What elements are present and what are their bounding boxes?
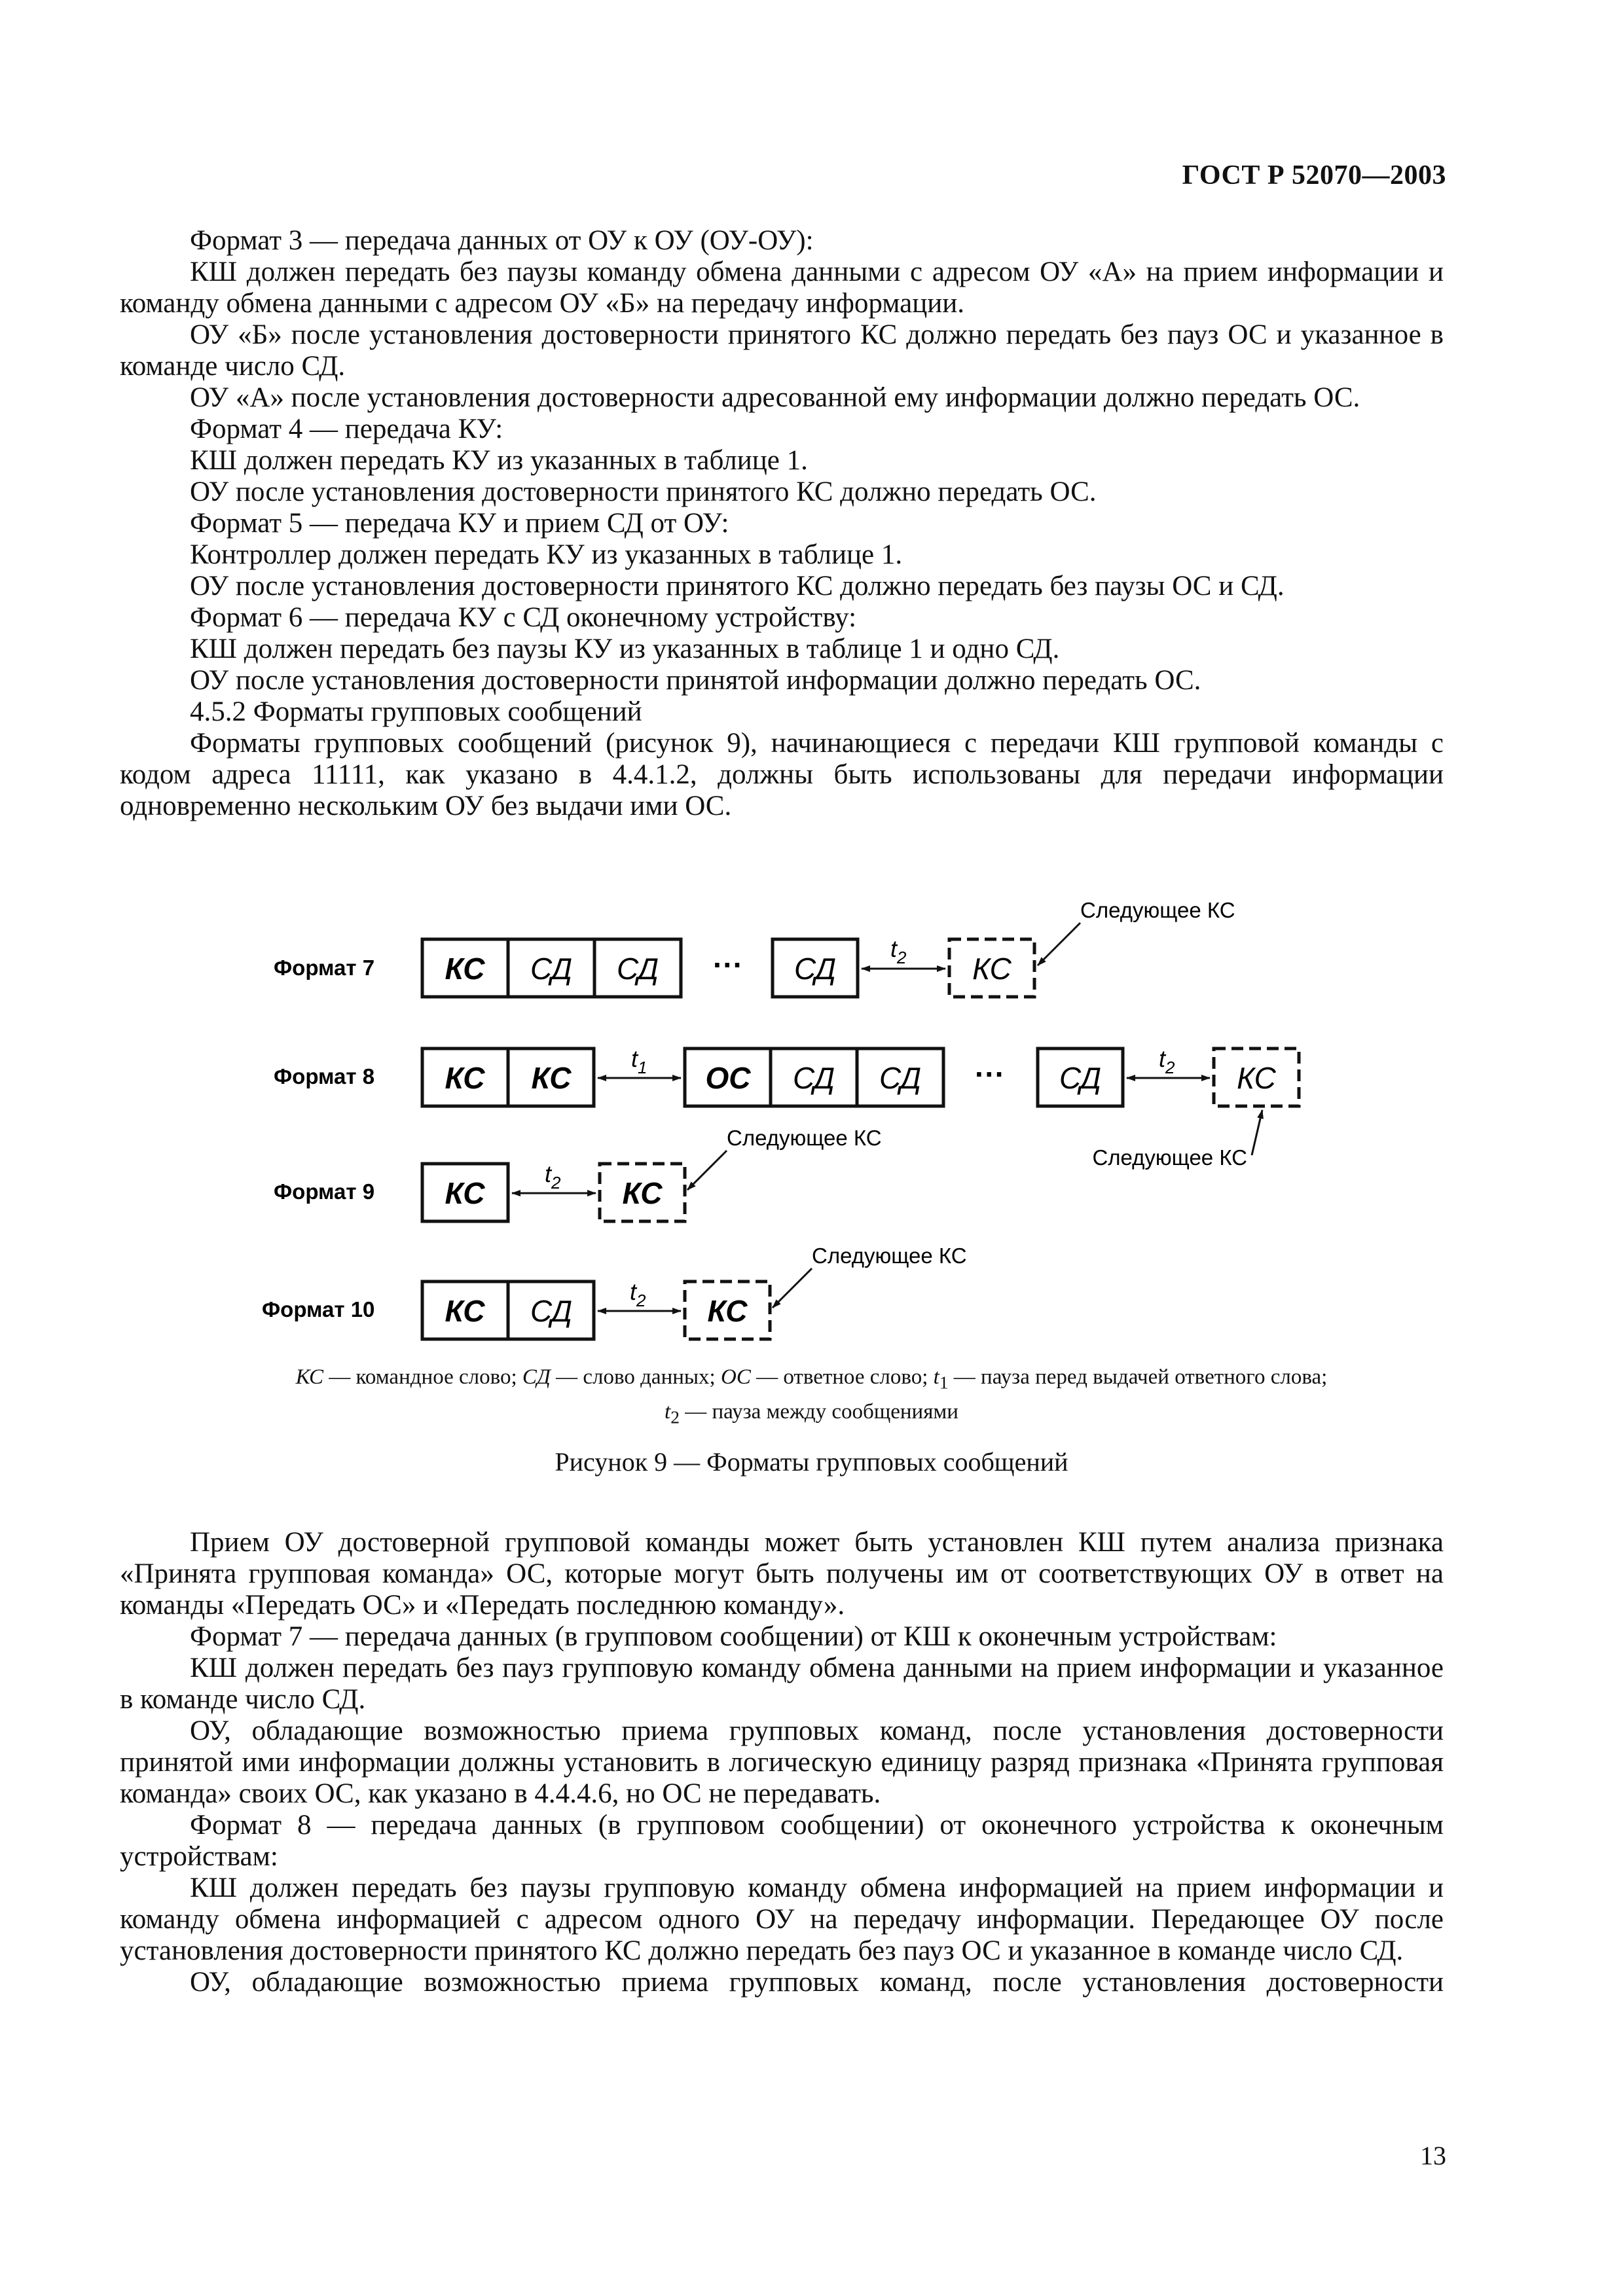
legend-term: КС — [295, 1365, 324, 1389]
paragraph: Формат 3 — передача данных от ОУ к ОУ (ОУ-ОУ): — [190, 225, 814, 256]
t2-label: $t_2$ — [890, 935, 907, 967]
legend-sub: 1 — [939, 1372, 949, 1393]
cell-sd: СД — [616, 952, 659, 986]
legend-term: t — [665, 1399, 671, 1424]
format-7-row — [422, 898, 1235, 997]
paragraph: Формат 8 — передача данных (в групповом сообщении) от оконечного устройства к оконечным устройствам: — [120, 1810, 1444, 1872]
ellipsis: ··· — [713, 948, 743, 982]
format-8-label: Формат 8 — [274, 1064, 375, 1088]
cell-sd: СД — [530, 952, 573, 986]
cell-next-ks: КС — [622, 1176, 663, 1210]
text-block-top — [120, 225, 1444, 822]
legend-text: — слово данных; — [550, 1365, 721, 1389]
figure-legend — [0, 1363, 1623, 1431]
next-ks-note: Следующее КС — [1092, 1145, 1247, 1170]
legend-term: СД — [522, 1365, 551, 1389]
text-block-bottom — [120, 1527, 1444, 1998]
legend-term: ОС — [720, 1365, 751, 1389]
format-10-row — [422, 1244, 967, 1339]
t2-label: $t_2$ — [1159, 1045, 1175, 1077]
cell-next-ks: КС — [972, 952, 1012, 986]
cell-ks: КС — [531, 1061, 572, 1095]
paragraph: ОУ после установления достоверности принятого КС должно передать без паузы ОС и СД. — [190, 571, 1285, 601]
next-ks-note: Следующее КС — [1080, 898, 1235, 922]
cell-ks: КС — [445, 1294, 485, 1328]
t2-label: $t_2$ — [545, 1160, 561, 1193]
paragraph: Формат 5 — передача КУ и прием СД от ОУ: — [190, 508, 729, 539]
format-9-row — [422, 1126, 882, 1221]
cell-sd: СД — [1059, 1061, 1102, 1095]
paragraph: ОУ «А» после установления достоверности адресованной ему информации должно передать ОС. — [190, 382, 1360, 413]
cell-ks: КС — [445, 1061, 485, 1095]
paragraph: Контроллер должен передать КУ из указанных в таблице 1. — [190, 539, 903, 570]
format-8-row — [422, 1045, 1299, 1170]
paragraph: ОУ, обладающие возможностью приема групповых команд, после установления достоверности — [190, 1967, 1444, 1998]
next-ks-note: Следующее КС — [727, 1126, 882, 1150]
legend-sub: 2 — [670, 1407, 680, 1427]
legend-text: — пауза между сообщениями — [679, 1399, 958, 1424]
cell-sd: СД — [792, 1061, 835, 1095]
paragraph: ОУ «Б» после установления достоверности принятого КС должно передать без пауз ОС и указанное в команде число СД. — [120, 319, 1444, 382]
paragraph: Прием ОУ достоверной групповой команды может быть установлен КШ путем анализа признака «Принята групповая команда» ОС, которые могут быть получены им от соответствующих ОУ в ответ на команды «Передать ОС» и «Передать последнюю команду». — [120, 1527, 1444, 1621]
figure-title: Рисунок 9 — Форматы групповых сообщений — [555, 1447, 1068, 1477]
paragraph: Формат 4 — передача КУ: — [190, 414, 503, 444]
next-ks-note: Следующее КС — [812, 1244, 967, 1268]
paragraph: КШ должен передать без паузы групповую команду обмена информацией на прием информации и команду обмена информацией с адресом одного ОУ на передачу информации. Передающее ОУ после установления достоверности принятого КС должно передать без пауз ОС и указанное в команде число СД. — [120, 1873, 1444, 1966]
paragraph: КШ должен передать КУ из указанных в таблице 1. — [190, 445, 808, 476]
legend-text: — командное слово; — [323, 1365, 522, 1389]
document-header: ГОСТ Р 52070—2003 — [1182, 160, 1446, 190]
paragraph: ОУ, обладающие возможностью приема групповых команд, после установления достоверности принятой ими информации должны установить в логическую единицу разряд признака «Принята групповая команда» своих ОС, как указано в 4.4.4.6, но ОС не передавать. — [120, 1715, 1444, 1809]
page-number: 13 — [1420, 2141, 1446, 2170]
paragraph: ОУ после установления достоверности принятой информации должно передать ОС. — [190, 665, 1201, 696]
cell-sd: СД — [879, 1061, 922, 1095]
cell-ks: КС — [445, 952, 485, 986]
legend-term: t — [933, 1365, 939, 1389]
paragraph: ОУ после установления достоверности принятого КС должно передать ОС. — [190, 476, 1097, 507]
section-heading: 4.5.2 Форматы групповых сообщений — [190, 696, 642, 727]
cell-next-ks: КС — [1237, 1061, 1276, 1095]
legend-text: — пауза перед выдачей ответного слова; — [948, 1365, 1328, 1389]
t2-label: $t_2$ — [630, 1278, 646, 1310]
figure-9-diagram — [0, 890, 1623, 1427]
cell-sd: СД — [530, 1294, 573, 1328]
ellipsis: ··· — [975, 1057, 1005, 1091]
paragraph: КШ должен передать без паузы команду обмена данными с адресом ОУ «А» на прием информации и команду обмена данными с адресом ОУ «Б» на передачу информации. — [120, 257, 1444, 319]
cell-sd: СД — [793, 952, 837, 986]
paragraph: КШ должен передать без паузы КУ из указанных в таблице 1 и одно СД. — [190, 634, 1060, 664]
paragraph: Форматы групповых сообщений (рисунок 9), начинающиеся с передачи КШ групповой команды с кодом адреса 11111, как указано в 4.4.1.2, должны быть использованы для передачи информации одновременно нескольким ОУ без выдачи ими ОС. — [120, 728, 1444, 821]
legend-line-1 — [0, 1363, 1623, 1397]
cell-ks: КС — [445, 1176, 485, 1210]
format-9-label: Формат 9 — [274, 1179, 375, 1204]
t1-label: $t_1$ — [631, 1045, 647, 1077]
format-7-label: Формат 7 — [274, 956, 375, 980]
paragraph: КШ должен передать без пауз групповую команду обмена данными на прием информации и указанное в команде число СД. — [120, 1653, 1444, 1715]
legend-line-2 — [0, 1397, 1623, 1432]
paragraph: Формат 6 — передача КУ с СД оконечному устройству: — [190, 602, 857, 633]
format-10-label: Формат 10 — [262, 1297, 375, 1321]
cell-os: ОС — [705, 1061, 751, 1095]
legend-text: — ответное слово; — [750, 1365, 934, 1389]
cell-next-ks: КС — [707, 1294, 748, 1328]
paragraph: Формат 7 — передача данных (в групповом сообщении) от КШ к оконечным устройствам: — [190, 1621, 1277, 1652]
